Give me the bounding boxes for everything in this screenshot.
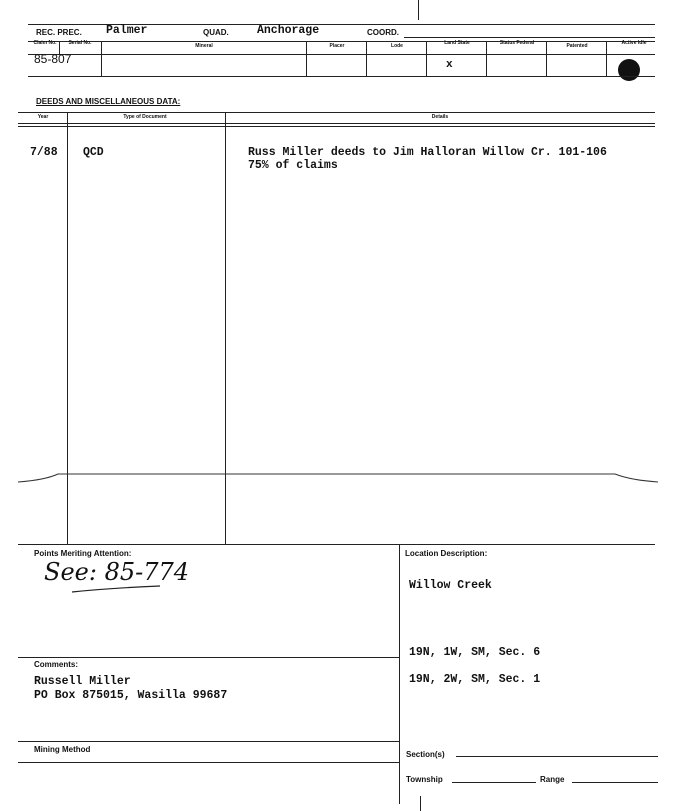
- coord-underline: [404, 37, 655, 38]
- coord-label: COORD.: [367, 28, 399, 37]
- land-state-mark: x: [446, 59, 453, 71]
- col-active-idle: Active Idle: [621, 40, 647, 46]
- rec-prec-label: REC. PREC.: [36, 28, 82, 37]
- col-claim-no: Claim No.: [33, 40, 57, 46]
- col-serial-no: Serial No.: [68, 40, 92, 46]
- township-label: Township: [406, 775, 443, 784]
- location-line2: 19N, 2W, SM, Sec. 1: [409, 673, 541, 686]
- col-lode: Lode: [391, 43, 403, 49]
- deeds-header-rule: [18, 123, 655, 124]
- bottom-binding-mark: [420, 796, 421, 811]
- col-status-federal: Status Federal: [499, 40, 535, 46]
- page-fold-line: [0, 466, 678, 496]
- sections-field-line: [456, 756, 658, 757]
- comments-line1: Russell Miller: [34, 675, 131, 688]
- deed-details-line1: Russ Miller deeds to Jim Halloran Willow Cr. 101-106: [248, 146, 607, 159]
- header-divider: [426, 41, 427, 76]
- deed-details-line2: 75% of claims: [248, 159, 338, 172]
- deeds-top-rule: [18, 112, 655, 113]
- location-line1: 19N, 1W, SM, Sec. 6: [409, 646, 541, 659]
- comments-label: Comments:: [34, 660, 79, 669]
- quad-label: QUAD.: [203, 28, 229, 37]
- deeds-section-title: DEEDS AND MISCELLANEOUS DATA:: [36, 97, 181, 106]
- quad-value: Anchorage: [257, 24, 320, 37]
- deed-year: 7/88: [30, 146, 58, 159]
- header-divider: [366, 41, 367, 76]
- range-field-line: [572, 782, 658, 783]
- col-placer: Placer: [329, 43, 345, 49]
- deeds-col-type: Type of Document: [123, 114, 167, 120]
- mining-method-label: Mining Method: [34, 745, 91, 754]
- township-field-line: [452, 782, 536, 783]
- deed-type: QCD: [83, 146, 104, 159]
- header-divider: [486, 41, 487, 76]
- mining-bottom-rule: [18, 762, 399, 763]
- lower-top-rule: [18, 544, 655, 545]
- points-handwritten: See: 85-774: [44, 558, 190, 586]
- location-label: Location Description:: [405, 549, 488, 558]
- col-land-state: Land State: [444, 40, 470, 46]
- active-idle-marker: [618, 59, 640, 81]
- header-columns-top-rule: [28, 41, 655, 42]
- top-binding-mark: [418, 0, 419, 20]
- range-label: Range: [540, 775, 565, 784]
- header-columns-mid-rule: [28, 54, 655, 55]
- handwriting-underline: [70, 584, 170, 596]
- rec-prec-value: Palmer: [106, 24, 148, 37]
- sections-label: Section(s): [406, 750, 445, 759]
- lower-center-divider: [399, 544, 400, 804]
- col-mineral: Mineral: [195, 43, 213, 49]
- mining-top-rule: [18, 741, 399, 742]
- points-label: Points Meriting Attention:: [34, 549, 132, 558]
- location-name: Willow Creek: [409, 579, 492, 592]
- deeds-col-details: Details: [431, 114, 449, 120]
- header-divider: [606, 41, 607, 76]
- deeds-col-year: Year: [37, 114, 49, 120]
- claim-number: 85-807: [34, 52, 72, 66]
- deeds-header-rule-2: [18, 126, 655, 127]
- header-bottom-rule: [28, 76, 655, 77]
- header-divider: [546, 41, 547, 76]
- header-divider: [101, 41, 102, 76]
- col-patented: Patented: [566, 43, 588, 49]
- header-divider: [306, 41, 307, 76]
- comments-line2: PO Box 875015, Wasilla 99687: [34, 689, 228, 702]
- comments-top-rule: [18, 657, 399, 658]
